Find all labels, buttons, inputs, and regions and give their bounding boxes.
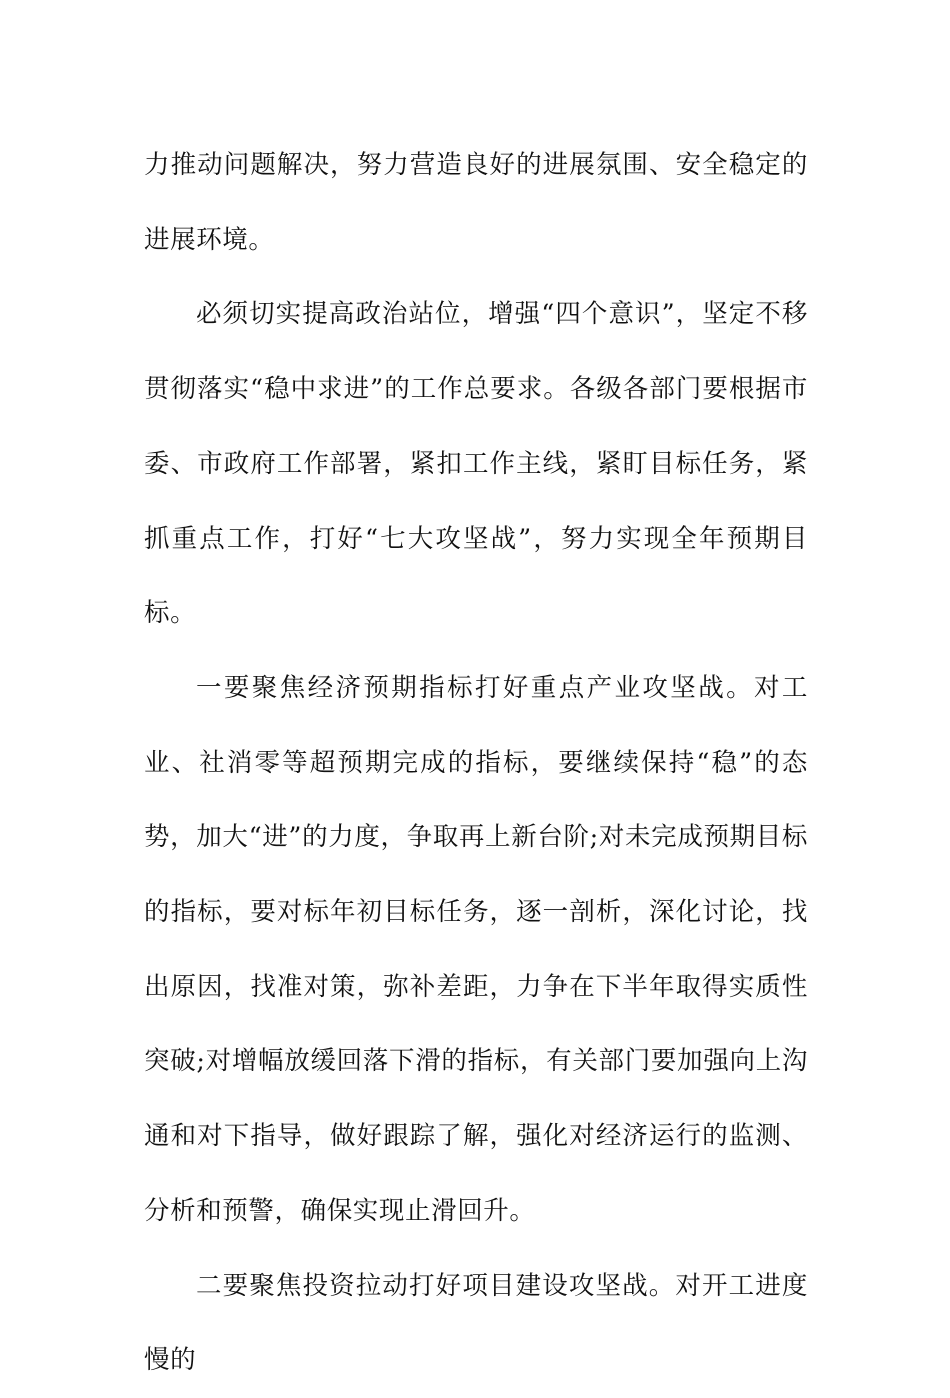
paragraph-continuation: 力推动问题解决，努力营造良好的进展氛围、安全稳定的进展环境。 — [144, 150, 808, 255]
paragraph-project-construction: 二要聚焦投资拉动打好项目建设攻坚战。对开工进度慢的 — [144, 1270, 808, 1376]
paragraph-economic-indicators: 一要聚焦经济预期指标打好重点产业攻坚战。对工业、社消零等超预期完成的指标，要继续保持“稳”的态势，加大“进”的力度，争取再上新台阶;对未完成预期目标的指标，要对标年初目标任务，逐一剖析，深化讨论，找出原因，找准对策，弥补差距，力争在下半年取得实质性突破;对增幅放缓回落下滑的指标，有关部门要加强向上沟通和对下指导，做好跟踪了解，强化对经济运行的监测、分析和预警，确保实现止滑回升。 — [144, 672, 808, 1226]
document-body — [144, 128, 808, 1398]
paragraph-political-stance: 必须切实提高政治站位，增强“四个意识”，坚定不移贯彻落实“稳中求进”的工作总要求。各级各部门要根据市委、市政府工作部署，紧扣工作主线，紧盯目标任务，紧抓重点工作，打好“七大攻坚战”，努力实现全年预期目标。 — [144, 299, 808, 629]
